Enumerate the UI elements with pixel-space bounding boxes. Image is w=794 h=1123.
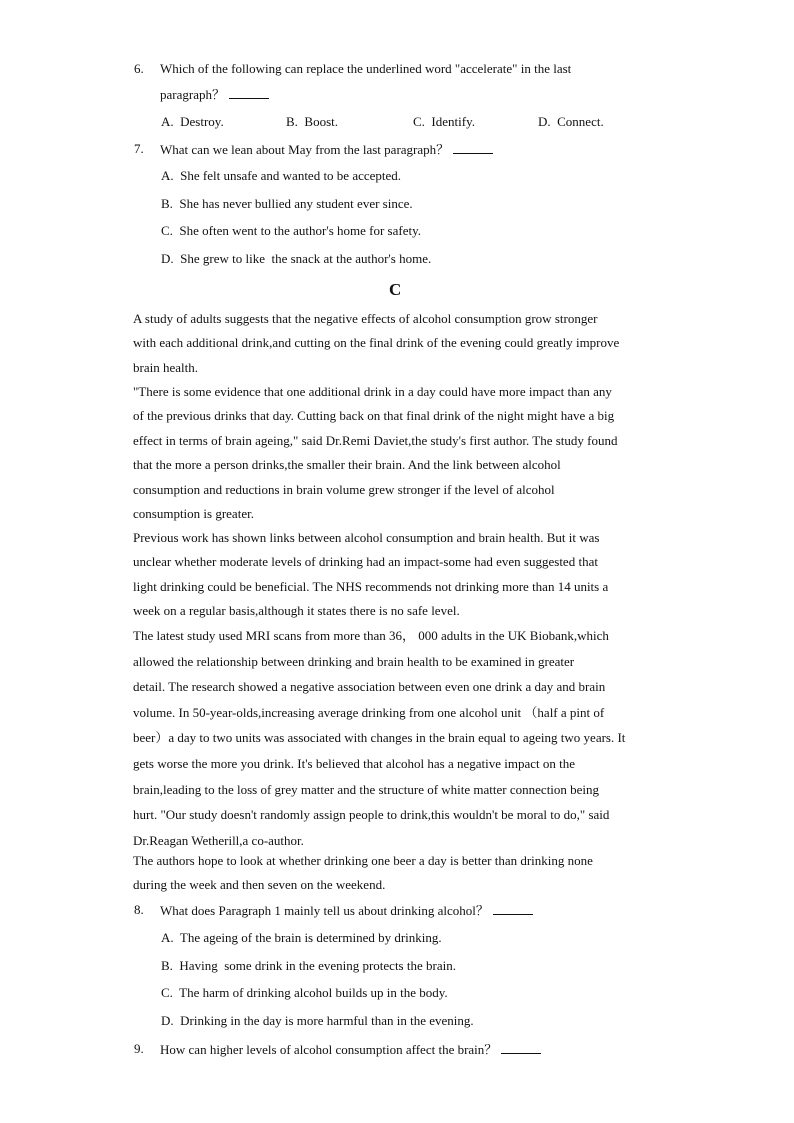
passage-paragraph-2 [133,380,673,526]
option-c: C. Identify. [413,114,475,129]
passage-line: "There is some evidence that one additional drink in a day could have more impact than any [133,384,612,399]
question-number: 8. [134,902,144,917]
option-b: B. Having some drink in the evening protects the brain. [161,958,456,973]
question-number: 7. [134,141,144,156]
passage-line: with each additional drink,and cutting on the final drink of the evening could greatly improve [133,335,620,351]
question-stem: Which of the following can replace the underlined word "accelerate" in the last [160,61,572,76]
option-d: D. Connect. [538,114,604,129]
passage-line: effect in terms of brain ageing," said Dr.Remi Daviet,the study's first author. The study found [133,432,618,448]
question-number: 9. [134,1041,144,1056]
passage-line: The latest study used MRI scans from more than 36， 000 adults in the UK Biobank,which [133,628,609,643]
option-b: B. She has never bullied any student ever since. [161,196,413,211]
option-a: A. She felt unsafe and wanted to be accepted. [161,168,402,183]
passage-line: beer）a day to two units was associated with changes in the brain equal to ageing two years. It [133,730,626,746]
option-a: A. Destroy. [161,114,224,129]
passage-line: consumption and reductions in brain volume grew stronger if the level of alcohol [133,481,555,497]
answer-blank[interactable] [493,902,533,915]
question-stem [160,1041,541,1058]
answer-blank[interactable] [453,141,493,154]
passage-line: brain health. [133,359,198,375]
passage-paragraph-4 [133,623,673,853]
passage-line: unclear whether moderate levels of drinking had an impact-some had even suggested that [133,554,598,570]
passage-paragraph-3 [133,526,673,624]
passage-line: consumption is greater. [133,506,254,522]
passage-paragraph-5 [133,849,673,898]
passage-line: brain,leading to the loss of grey matter and the structure of white matter connection being [133,781,600,797]
passage-line: Previous work has shown links between alcohol consumption and brain health. But it was [133,530,600,545]
passage-line: volume. In 50-year-olds,increasing average drinking from one alcohol unit （half a pint of [133,704,605,720]
question-stem-text: How can higher levels of alcohol consumption affect the brain？ [160,1042,498,1057]
passage-line: that the more a person drinks,the smaller their brain. And the link between alcohol [133,457,561,473]
passage-line: detail. The research showed a negative association between even one drink a day and brain [133,679,606,695]
question-stem-continued [160,86,269,103]
passage-line: The authors hope to look at whether drinking one beer a day is better than drinking none [133,853,593,868]
question-stem-text: paragraph？ [160,87,225,102]
passage-line: during the week and then seven on the weekend. [133,877,386,893]
question-number: 6. [134,61,144,76]
question-stem-text: What does Paragraph 1 mainly tell us about drinking alcohol？ [160,903,489,918]
passage-line: hurt. "Our study doesn't randomly assign people to drink,this wouldn't be moral to do," said [133,807,610,823]
passage-line: gets worse the more you drink. It's believed that alcohol has a negative impact on the [133,755,576,771]
passage-line: week on a regular basis,although it states there is no safe level. [133,603,460,619]
answer-blank[interactable] [501,1041,541,1054]
question-stem [160,141,493,158]
option-a: A. The ageing of the brain is determined by drinking. [161,930,442,945]
answer-blank[interactable] [229,86,269,99]
section-heading: C [389,280,402,299]
option-b: B. Boost. [286,114,339,129]
option-c: C. The harm of drinking alcohol builds up in the body. [161,985,448,1000]
passage-line: light drinking could be beneficial. The NHS recommends not drinking more than 14 units a [133,578,609,594]
passage-line: of the previous drinks that day. Cutting back on that final drink of the night might have a big [133,408,615,424]
passage-paragraph-1 [133,307,673,380]
question-stem-text: What can we lean about May from the last paragraph？ [160,142,450,157]
passage-line: A study of adults suggests that the negative effects of alcohol consumption grow stronger [133,311,598,326]
question-stem [160,902,533,919]
passage-line: Dr.Reagan Wetherill,a co-author. [133,832,304,848]
option-c: C. She often went to the author's home for safety. [161,223,421,238]
option-d: D. She grew to like the snack at the author's home. [161,251,432,266]
passage-line: allowed the relationship between drinking and brain health to be examined in greater [133,653,575,669]
option-d: D. Drinking in the day is more harmful than in the evening. [161,1013,474,1028]
